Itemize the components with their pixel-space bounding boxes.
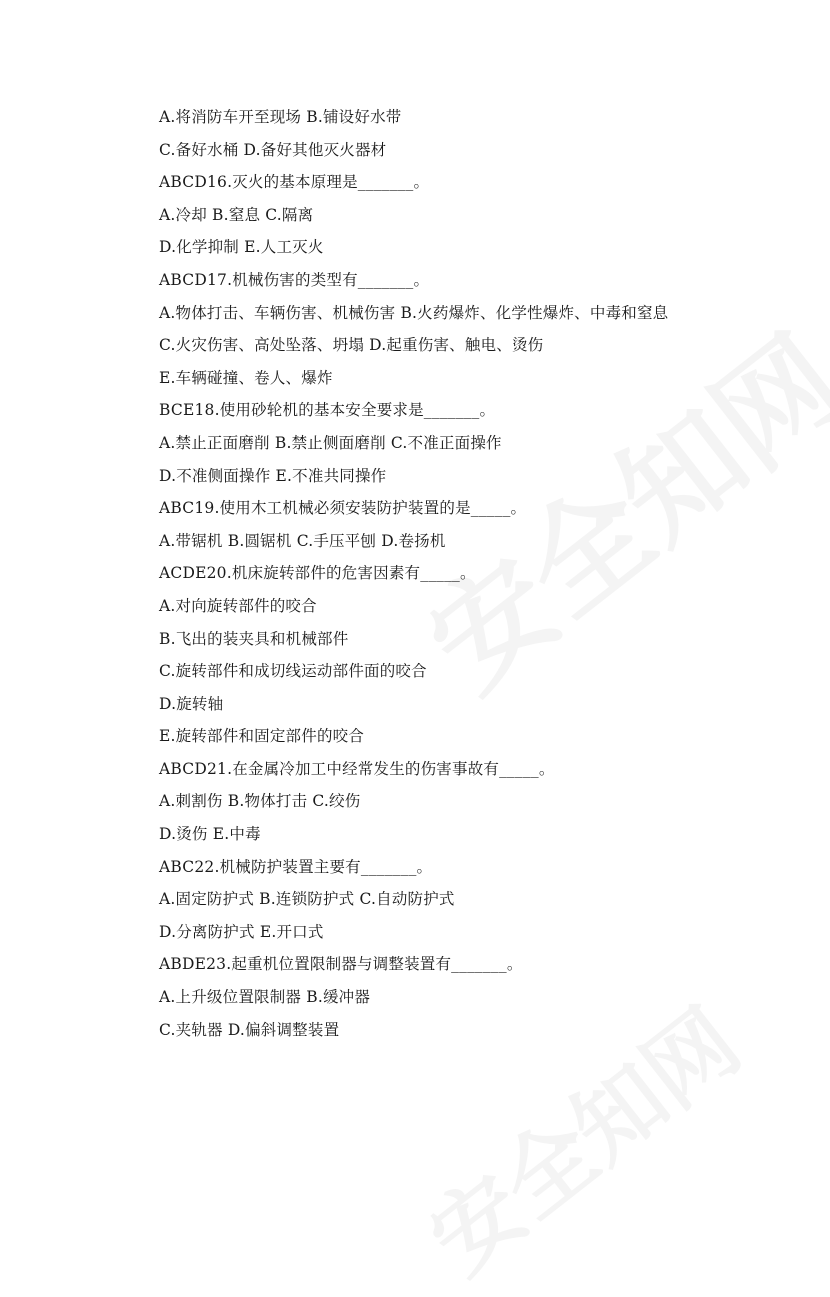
question-line: ABDE23.起重机位置限制器与调整装置有_______。 <box>159 955 523 974</box>
question-line: ABCD17.机械伤害的类型有_______。 <box>159 270 430 289</box>
text-line: E.车辆碰撞、卷人、爆炸 <box>159 368 333 387</box>
question-line: ABCD16.灭火的基本原理是_______。 <box>159 173 430 192</box>
question-line: ACDE20.机床旋转部件的危害因素有_____。 <box>159 564 476 583</box>
text-line: D.旋转轴 <box>159 694 224 713</box>
question-line: BCE18.使用砂轮机的基本安全要求是_______。 <box>159 401 496 420</box>
document-body <box>159 106 779 1051</box>
text-line: C.旋转部件和成切线运动部件面的咬合 <box>159 662 427 681</box>
text-line: C.火灾伤害、高处坠落、坍塌 D.起重伤害、触电、烫伤 <box>159 336 544 355</box>
text-line: A.物体打击、车辆伤害、机械伤害 B.火药爆炸、化学性爆炸、中毒和窒息 <box>159 303 669 322</box>
text-line: A.冷却 B.窒息 C.隔离 <box>159 205 314 224</box>
text-line: A.上升级位置限制器 B.缓冲器 <box>159 988 371 1007</box>
text-line: B.飞出的装夹具和机械部件 <box>159 629 349 648</box>
text-line: A.将消防车开至现场 B.铺设好水带 <box>159 108 402 126</box>
question-line: ABCD21.在金属冷加工中经常发生的伤害事故有_____。 <box>159 759 555 778</box>
text-line: C.夹轨器 D.偏斜调整装置 <box>159 1020 340 1039</box>
text-line: D.分离防护式 E.开口式 <box>159 922 324 941</box>
text-line: E.旋转部件和固定部件的咬合 <box>159 727 365 746</box>
text-line: A.刺割伤 B.物体打击 C.绞伤 <box>159 792 361 811</box>
text-line: C.备好水桶 D.备好其他灭火器材 <box>159 140 387 159</box>
text-line: A.对向旋转部件的咬合 <box>159 596 317 615</box>
text-line: D.不准侧面操作 E.不准共同操作 <box>159 466 387 485</box>
question-line: ABC22.机械防护装置主要有_______。 <box>159 857 433 876</box>
text-line: D.化学抑制 E.人工灭火 <box>159 238 324 257</box>
question-line: ABC19.使用木工机械必须安装防护装置的是_____。 <box>159 499 527 518</box>
text-line: D.烫伤 E.中毒 <box>159 825 261 844</box>
text-line: A.带锯机 B.圆锯机 C.手压平刨 D.卷扬机 <box>159 531 446 550</box>
text-line: A.固定防护式 B.连锁防护式 C.自动防护式 <box>159 890 455 909</box>
text-line: A.禁止正面磨削 B.禁止侧面磨削 C.不准正面操作 <box>159 433 502 452</box>
